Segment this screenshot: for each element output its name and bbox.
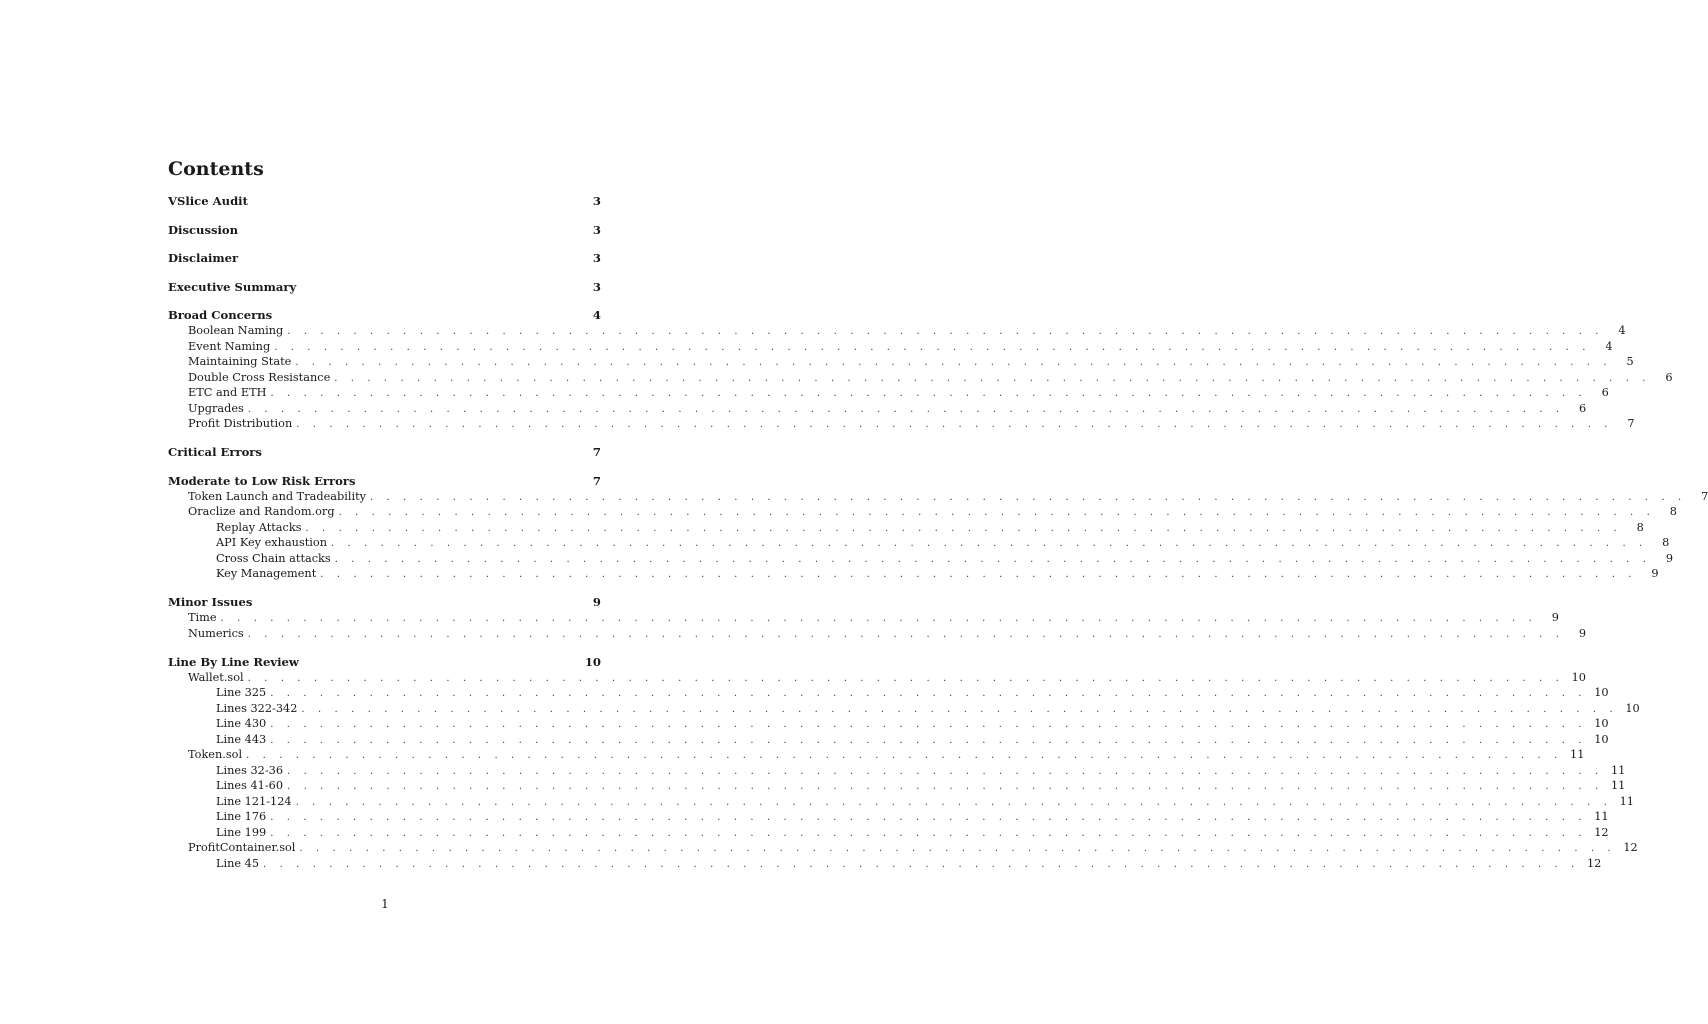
toc-entry-label: Line 45 bbox=[216, 856, 263, 872]
toc-section[interactable] bbox=[168, 307, 601, 323]
toc-page-number: 7 bbox=[1701, 489, 1708, 503]
toc-leader-dots: . . . . . . . . . . . . . . . . . . . . . . . . . . . . . . . . . . . . . . . . . . . . . . . . . . . . . . . . . . . . . . . . . . . . . . . . . . . . . . . . bbox=[334, 553, 1652, 565]
toc-page-number: 8 bbox=[1662, 536, 1670, 549]
toc-leader-dots: . . . . . . . . . . . . . . . . . . . . . . . . . . . . . . . . . . . . . . . . . . . . . . . . . . . . . . . . . . . . . . . . . . . . . . . . . . . . . . . . bbox=[270, 719, 1587, 730]
toc-subsubsection[interactable] bbox=[168, 856, 1602, 872]
toc-subsection[interactable] bbox=[168, 747, 1585, 763]
toc-entry-label: Oraclize and Random.org bbox=[188, 504, 339, 520]
toc-leader-dots: . . . . . . . . . . . . . . . . . . . . . . . . . . . . . . . . . . . . . . . . . . . . . . . . . . . . . . . . . . . . . . . . . . . . . . . . . . . . . . . . bbox=[370, 491, 1687, 503]
toc-entry-label: Cross Chain attacks bbox=[216, 551, 335, 567]
toc-leader-dots: . . . . . . . . . . . . . . . . . . . . . . . . . . . . . . . . . . . . . . . . . . . . . . . . . . . . . . . . . . . . . . . . . . . . . . . . . . . . . . . . bbox=[301, 703, 1618, 715]
toc-entry-label: Time bbox=[188, 610, 221, 626]
toc-leader-dots: . . . . . . . . . . . . . . . . . . . . . . . . . . . . . . . . . . . . . . . . . . . . . . . . . . . . . . . . . . . . . . . . . . . . . . . . . . . . . . . . bbox=[270, 734, 1587, 746]
toc-page-number: 11 bbox=[1610, 763, 1626, 777]
toc-leader-dots: . . . . . . . . . . . . . . . . . . . . . . . . . . . . . . . . . . . . . . . . . . . . . . . . . . . . . . . . . . . . . . . . . . . . . . . . . . . . . . . . bbox=[287, 765, 1604, 777]
toc-entry-label: Broad Concerns bbox=[168, 308, 273, 322]
toc-page-number: 10 bbox=[1594, 686, 1609, 699]
toc-leader-dots: . . . . . . . . . . . . . . . . . . . . . . . . . . . . . . . . . . . . . . . . . . . . . . . . . . . . . . . . . . . . . . . . . . . . . . . . . . . . . . . . bbox=[263, 858, 1580, 870]
toc-leader-dots: . . . . . . . . . . . . . . . . . . . . . . . . . . . . . . . . . . . . . . . . . . . . . . . . . . . . . . . . . . . . . . . . . . . . . . . . . . . . . . . . bbox=[247, 628, 1565, 640]
toc-page-number: 3 bbox=[592, 194, 601, 208]
toc-page-number: 4 bbox=[592, 308, 601, 322]
toc-leader-dots: . . . . . . . . . . . . . . . . . . . . . . . . . . . . . . . . . . . . . . . . . . . . . . . . . . . . . . . . . . . . . . . . . . . . . . . . . . . . . . . . bbox=[287, 781, 1604, 792]
toc-entry-label: Minor Issues bbox=[168, 595, 253, 609]
section-gap bbox=[168, 460, 601, 473]
toc-subsubsection[interactable] bbox=[168, 551, 1674, 567]
toc-page-number: 9 bbox=[1651, 567, 1659, 580]
toc-leader-dots: . . . . . . . . . . . . . . . . . . . . . . . . . . . . . . . . . . . . . . . . . . . . . . . . . . . . . . . . . . . . . . . . . . . . . . . . . . . . . . . . bbox=[295, 357, 1612, 368]
toc-page-number: 11 bbox=[1610, 779, 1626, 792]
toc-leader-dots: . . . . . . . . . . . . . . . . . . . . . . . . . . . . . . . . . . . . . . . . . . . . . . . . . . . . . . . . . . . . . . . . . . . . . . . . . . . . . . . . bbox=[270, 388, 1587, 399]
toc-entry-label: ProfitContainer.sol bbox=[188, 840, 299, 856]
toc-leader-dots: . . . . . . . . . . . . . . . . . . . . . . . . . . . . . . . . . . . . . . . . . . . . . . . . . . . . . . . . . . . . . . . . . . . . . . . . . . . . . . . . bbox=[247, 672, 1564, 684]
toc-page-number: 9 bbox=[1551, 611, 1559, 624]
toc-subsubsection[interactable] bbox=[168, 716, 1609, 732]
toc-entry-label: Maintaining State bbox=[188, 354, 295, 370]
section-gap bbox=[168, 641, 601, 654]
toc-page-number: 10 bbox=[1625, 701, 1640, 715]
toc-subsubsection[interactable] bbox=[168, 566, 1659, 582]
toc-subsubsection[interactable] bbox=[168, 794, 1634, 810]
toc-section[interactable] bbox=[168, 279, 601, 295]
toc-page-number: 3 bbox=[592, 279, 601, 294]
toc-page-number: 9 bbox=[592, 595, 601, 609]
toc-page-number: 3 bbox=[592, 222, 601, 237]
toc-entry-label: Wallet.sol bbox=[188, 670, 248, 686]
toc-subsubsection[interactable] bbox=[168, 778, 1626, 794]
toc-entry-label: ETC and ETH bbox=[188, 385, 270, 401]
toc-subsubsection[interactable] bbox=[168, 535, 1670, 551]
toc-entry-label: Replay Attacks bbox=[216, 520, 306, 536]
toc-subsubsection[interactable] bbox=[168, 520, 1644, 536]
toc-leader-dots: . . . . . . . . . . . . . . . . . . . . . . . . . . . . . . . . . . . . . . . . . . . . . . . . . . . . . . . . . . . . . . . . . . . . . . . . . . . . . . . . bbox=[246, 750, 1563, 761]
toc-subsection[interactable] bbox=[168, 401, 1587, 417]
toc-page-number: 10 bbox=[584, 654, 601, 669]
toc-page-number: 11 bbox=[1570, 748, 1585, 761]
toc-leader-dots: . . . . . . . . . . . . . . . . . . . . . . . . . . . . . . . . . . . . . . . . . . . . . . . . . . . . . . . . . . . . . . . . . . . . . . . . . . . . . . . . bbox=[220, 613, 1537, 624]
toc-page-number: 3 bbox=[592, 251, 601, 265]
toc-subsubsection[interactable] bbox=[168, 685, 1609, 701]
toc-section[interactable] bbox=[168, 594, 601, 610]
toc-entry-label: Line 325 bbox=[216, 685, 270, 701]
toc-list bbox=[168, 193, 1708, 871]
toc-leader-dots: . . . . . . . . . . . . . . . . . . . . . . . . . . . . . . . . . . . . . . . . . . . . . . . . . . . . . . . . . . . . . . . . . . . . . . . . . . . . . . . . bbox=[299, 843, 1616, 854]
toc-page-number: 10 bbox=[1594, 732, 1609, 746]
toc-page-number: 9 bbox=[1578, 626, 1587, 640]
toc-page-number: 5 bbox=[1626, 355, 1634, 368]
toc-subsection[interactable] bbox=[168, 670, 1586, 686]
toc-subsection[interactable] bbox=[168, 416, 1635, 432]
toc-entry-label: VSlice Audit bbox=[168, 194, 248, 208]
page-title: Contents bbox=[168, 158, 264, 180]
toc-subsection[interactable] bbox=[168, 626, 1587, 642]
toc-entry-label: Critical Errors bbox=[168, 445, 262, 459]
section-gap bbox=[168, 295, 601, 308]
toc-page-number: 4 bbox=[1618, 324, 1626, 337]
toc-subsubsection[interactable] bbox=[168, 732, 1609, 748]
toc-subsubsection[interactable] bbox=[168, 701, 1640, 717]
toc-entry-label: Boolean Naming bbox=[188, 323, 287, 339]
toc-page-number: 12 bbox=[1594, 825, 1609, 839]
toc-page-number: 10 bbox=[1571, 670, 1586, 684]
toc-subsection[interactable] bbox=[168, 610, 1559, 626]
section-gap bbox=[168, 432, 601, 445]
toc-subsubsection[interactable] bbox=[168, 809, 1609, 825]
toc-page-number: 8 bbox=[1636, 520, 1644, 534]
toc-page-number: 11 bbox=[1619, 794, 1634, 808]
toc-entry-label: Upgrades bbox=[188, 401, 248, 417]
toc-leader-dots: . . . . . . . . . . . . . . . . . . . . . . . . . . . . . . . . . . . . . . . . . . . . . . . . . . . . . . . . . . . . . . . . . . . . . . . . . . . . . . . . bbox=[270, 688, 1587, 699]
toc-subsection[interactable] bbox=[168, 840, 1638, 856]
toc-leader-dots: . . . . . . . . . . . . . . . . . . . . . . . . . . . . . . . . . . . . . . . . . . . . . . . . . . . . . . . . . . . . . . . . . . . . . . . . . . . . . . . . bbox=[247, 403, 1565, 415]
toc-page-number: 6 bbox=[1601, 386, 1609, 399]
toc-section[interactable] bbox=[168, 250, 601, 266]
toc-entry-label: Token Launch and Tradeability bbox=[188, 489, 370, 505]
toc-page-number: 4 bbox=[1605, 339, 1613, 353]
toc-leader-dots: . . . . . . . . . . . . . . . . . . . . . . . . . . . . . . . . . . . . . . . . . . . . . . . . . . . . . . . . . . . . . . . . . . . . . . . . . . . . . . . . bbox=[270, 812, 1587, 823]
toc-entry-label: Event Naming bbox=[188, 339, 274, 355]
toc-entry-label: Double Cross Resistance bbox=[188, 370, 334, 386]
toc-entry-label: Lines 322-342 bbox=[216, 701, 301, 717]
toc-page-number: 12 bbox=[1623, 841, 1638, 854]
toc-entry-label: Executive Summary bbox=[168, 279, 297, 294]
toc-subsection[interactable] bbox=[168, 370, 1673, 386]
toc-entry-label: Lines 41-60 bbox=[216, 778, 287, 794]
toc-entry-label: Disclaimer bbox=[168, 251, 239, 265]
toc-page-number: 9 bbox=[1665, 551, 1674, 565]
toc-entry-label: Key Management bbox=[216, 566, 320, 582]
toc-leader-dots: . . . . . . . . . . . . . . . . . . . . . . . . . . . . . . . . . . . . . . . . . . . . . . . . . . . . . . . . . . . . . . . . . . . . . . . . . . . . . . . . bbox=[295, 796, 1612, 808]
toc-page-number: 8 bbox=[1669, 505, 1677, 518]
toc-page-number: 11 bbox=[1594, 810, 1609, 823]
toc-leader-dots: . . . . . . . . . . . . . . . . . . . . . . . . . . . . . . . . . . . . . . . . . . . . . . . . . . . . . . . . . . . . . . . . . . . . . . . . . . . . . . . . bbox=[330, 538, 1648, 549]
toc-leader-dots: . . . . . . . . . . . . . . . . . . . . . . . . . . . . . . . . . . . . . . . . . . . . . . . . . . . . . . . . . . . . . . . . . . . . . . . . . . . . . . . . bbox=[320, 569, 1637, 580]
toc-entry-label: API Key exhaustion bbox=[216, 535, 331, 551]
toc-entry-label: Numerics bbox=[188, 626, 248, 642]
toc-page-number: 12 bbox=[1587, 856, 1602, 870]
toc-entry-label: Line 121-124 bbox=[216, 794, 296, 810]
toc-entry-label: Line 430 bbox=[216, 716, 270, 732]
toc-page-number: 6 bbox=[1665, 370, 1673, 384]
toc-entry-label: Token.sol bbox=[188, 747, 246, 763]
toc-section[interactable] bbox=[168, 222, 601, 238]
toc-leader-dots: . . . . . . . . . . . . . . . . . . . . . . . . . . . . . . . . . . . . . . . . . . . . . . . . . . . . . . . . . . . . . . . . . . . . . . . . . . . . . . . . bbox=[296, 419, 1613, 430]
toc-section[interactable] bbox=[168, 473, 601, 489]
toc-section[interactable] bbox=[168, 193, 601, 209]
toc-subsection[interactable] bbox=[168, 489, 1708, 505]
toc-leader-dots: . . . . . . . . . . . . . . . . . . . . . . . . . . . . . . . . . . . . . . . . . . . . . . . . . . . . . . . . . . . . . . . . . . . . . . . . . . . . . . . . bbox=[305, 522, 1622, 534]
toc-entry-label: Profit Distribution bbox=[188, 416, 296, 432]
toc-entry-label: Line 199 bbox=[216, 825, 270, 841]
toc-subsection[interactable] bbox=[168, 504, 1677, 520]
section-gap bbox=[168, 266, 601, 279]
toc-page-number: 6 bbox=[1578, 401, 1587, 415]
toc-section[interactable] bbox=[168, 444, 601, 460]
toc-entry-label: Moderate to Low Risk Errors bbox=[168, 473, 356, 488]
toc-subsection[interactable] bbox=[168, 354, 1634, 370]
toc-page-number: 7 bbox=[592, 445, 601, 459]
toc-leader-dots: . . . . . . . . . . . . . . . . . . . . . . . . . . . . . . . . . . . . . . . . . . . . . . . . . . . . . . . . . . . . . . . . . . . . . . . . . . . . . . . . bbox=[274, 341, 1591, 353]
toc-subsection[interactable] bbox=[168, 323, 1626, 339]
table-of-contents bbox=[168, 158, 1708, 871]
toc-page-number: 7 bbox=[1627, 417, 1635, 430]
toc-page-number: 10 bbox=[1594, 717, 1609, 730]
toc-subsection[interactable] bbox=[168, 339, 1613, 355]
footer-page-number: 1 bbox=[381, 897, 389, 911]
toc-entry-label: Discussion bbox=[168, 222, 239, 237]
toc-subsection[interactable] bbox=[168, 385, 1609, 401]
toc-entry-label: Line By Line Review bbox=[168, 654, 299, 669]
section-gap bbox=[168, 238, 601, 251]
toc-leader-dots: . . . . . . . . . . . . . . . . . . . . . . . . . . . . . . . . . . . . . . . . . . . . . . . . . . . . . . . . . . . . . . . . . . . . . . . . . . . . . . . . bbox=[334, 372, 1651, 384]
toc-subsubsection[interactable] bbox=[168, 825, 1609, 841]
toc-entry-label: Line 176 bbox=[216, 809, 270, 825]
toc-leader-dots: . . . . . . . . . . . . . . . . . . . . . . . . . . . . . . . . . . . . . . . . . . . . . . . . . . . . . . . . . . . . . . . . . . . . . . . . . . . . . . . . bbox=[270, 827, 1587, 839]
toc-entry-label: Line 443 bbox=[216, 732, 270, 748]
toc-section[interactable] bbox=[168, 654, 601, 670]
toc-entry-label: Lines 32-36 bbox=[216, 763, 287, 779]
toc-leader-dots: . . . . . . . . . . . . . . . . . . . . . . . . . . . . . . . . . . . . . . . . . . . . . . . . . . . . . . . . . . . . . . . . . . . . . . . . . . . . . . . . bbox=[287, 326, 1604, 337]
toc-page-number: 7 bbox=[592, 473, 601, 488]
toc-leader-dots: . . . . . . . . . . . . . . . . . . . . . . . . . . . . . . . . . . . . . . . . . . . . . . . . . . . . . . . . . . . . . . . . . . . . . . . . . . . . . . . . bbox=[338, 507, 1655, 518]
toc-subsubsection[interactable] bbox=[168, 763, 1626, 779]
section-gap bbox=[168, 582, 601, 595]
section-gap bbox=[168, 209, 601, 222]
